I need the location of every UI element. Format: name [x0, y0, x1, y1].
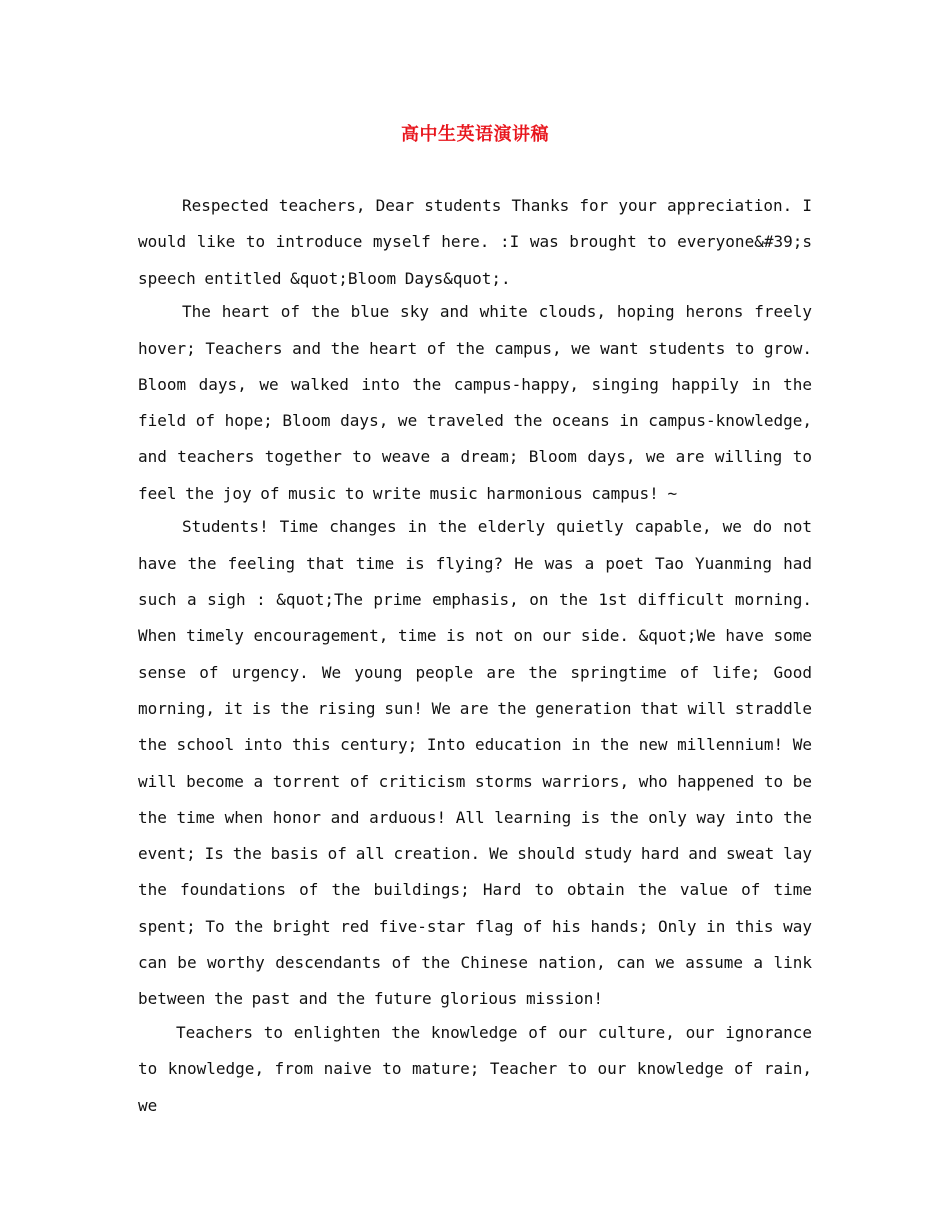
paragraph-teachers: Teachers to enlighten the knowledge of our culture, our ignorance to knowledge, from naive to mature; Teacher to our knowledge of rain, we	[138, 1023, 812, 1115]
document-body	[138, 188, 812, 1124]
paragraph-greeting: Respected teachers, Dear students Thanks for your appreciation. I would like to introduce myself here. :I was brought to everyone&#39;s speech entitled &quot;Bloom Days&quot;.	[138, 196, 812, 288]
paragraph-students: Students! Time changes in the elderly quietly capable, we do not have the feeling that time is flying? He was a poet Tao Yuanming had such a sigh : &quot;The prime emphasis, on the 1st difficult morning. When timely encouragement, time is not on our side. &quot;We have some sense of urgency. We young people are the springtime of life; Good morning, it is the rising sun! We are the generation that will straddle the school into this century; Into education in the new millennium! We will become a torrent of criticism storms warriors, who happened to be the time when honor and arduous! All learning is the only way into the event; Is the basis of all creation. We should study hard and sweat lay the foundations of the buildings; Hard to obtain the value of time spent; To the bright red five-star flag of his hands; Only in this way can be worthy descendants of the Chinese nation, can we assume a link between the past and the future glorious mission!	[138, 517, 812, 1009]
paragraph-bloom-days: The heart of the blue sky and white clouds, hoping herons freely hover; Teachers and the heart of the campus, we want students to grow. Bloom days, we walked into the campus-happy, singing happily in the field of hope; Bloom days, we traveled the oceans in campus-knowledge, and teachers together to weave a dream; Bloom days, we are willing to feel the joy of music to write music harmonious campus! ~	[138, 302, 812, 503]
document-title: 高中生英语演讲稿	[401, 124, 549, 145]
